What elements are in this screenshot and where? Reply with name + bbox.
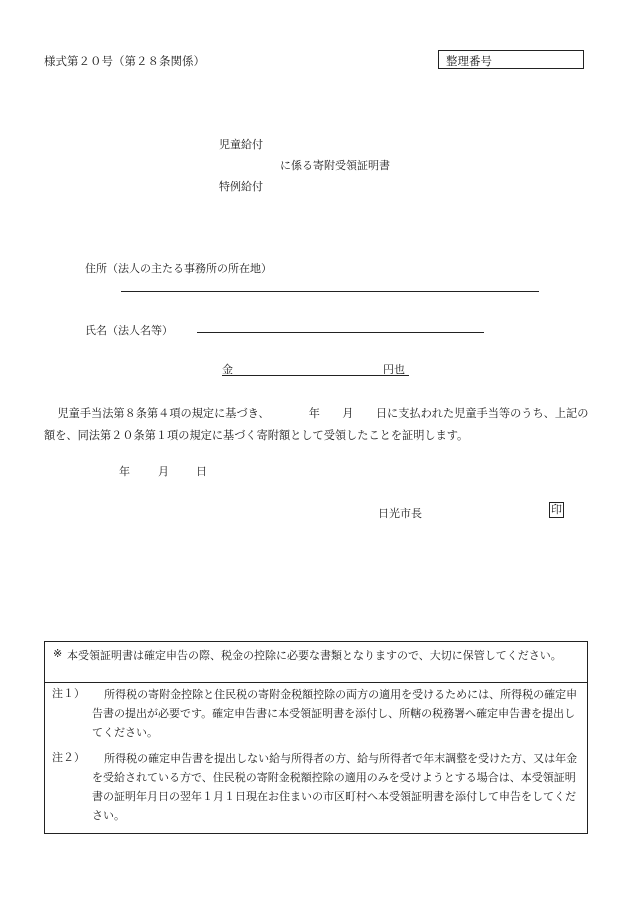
name-field[interactable] — [197, 332, 484, 333]
date-year-label: 年 — [119, 465, 130, 478]
certification-statement: 児童手当法第８条第４項の規定に基づき、 年 月 日に支払われた児童手当等のうち、上記の額を、同法第２０条第１項の規定に基づく寄附額として受領したことを証明します。 — [44, 407, 589, 442]
address-field[interactable] — [121, 291, 539, 292]
note-1-text: 所得税の寄附金控除と住民税の寄附金税額控除の両方の適用を受けるためには、所得税の確定申告書の提出が必要です。確定申告書に本受領証明書を添付し、所轄の税務署へ確定申告書を提出してください。 — [92, 688, 578, 739]
date-day-label: 日 — [196, 465, 207, 478]
asterisk-mark: ※ — [53, 647, 63, 660]
notes-header — [45, 642, 587, 683]
notes-header-text: 本受領証明書は確定申告の際、税金の控除に必要な書類となりますので、大切に保管してください。 — [67, 649, 562, 662]
reference-number-label: 整理番号 — [446, 54, 492, 68]
reference-number-box[interactable] — [438, 50, 584, 69]
name-label: 氏名（法人名等） — [85, 324, 173, 337]
title-option-special-benefit: 特例給付 — [219, 180, 263, 193]
note-2-text: 所得税の確定申告書を提出しない給与所得者の方、給与所得者で年末調整を受けた方、又は年金を受給されている方で、住民税の寄附金税額控除の適用のみを受けようとする場合は、本受領証明書の証明年月日の翌年１月１日現在お住まいの市区町村へ本受領証明書を添付して申告をしてください。 — [92, 752, 578, 822]
note-1-label: 注１） — [52, 687, 85, 700]
address-label: 住所（法人の主たる事務所の所在地） — [85, 262, 272, 275]
amount-field[interactable] — [222, 375, 409, 376]
seal-mark: 印 — [551, 503, 562, 516]
note-2-label: 注２） — [52, 751, 85, 764]
notes-box — [44, 641, 588, 834]
amount-suffix: 円也 — [383, 363, 405, 376]
date-month-label: 月 — [158, 465, 169, 478]
form-number: 様式第２０号（第２８条関係） — [44, 54, 205, 68]
amount-prefix: 金 — [222, 363, 233, 376]
title-option-child-benefit: 児童給付 — [219, 138, 263, 151]
document-title: に係る寄附受領証明書 — [280, 159, 390, 172]
issuer-title: 日光市長 — [378, 507, 422, 520]
